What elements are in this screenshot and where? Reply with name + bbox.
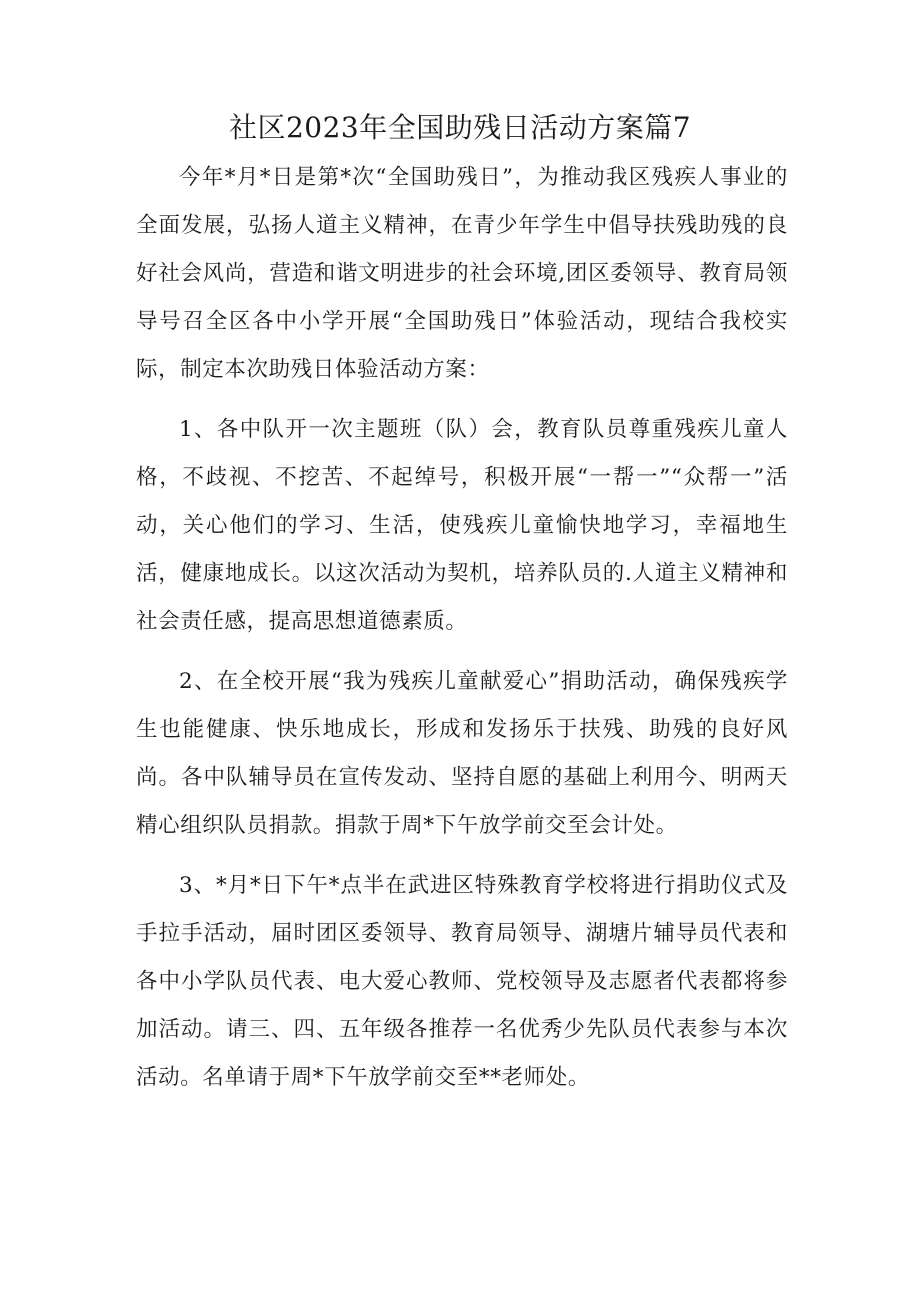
paragraph-item-1: 1、各中队开一次主题班（队）会，教育队员尊重残疾儿童人格，不歧视、不挖苦、不起绰号，积极开展“一帮一”“众帮一”活动，关心他们的学习、生活，使残疾儿童愉快地学习，幸福地生活，健康地成长。以这次活动为契机，培养队员的.人道主义精神和社会责任感，提高思想道德素质。 — [136, 417, 788, 634]
document-body — [136, 154, 788, 1114]
paragraph-item-2: 2、在全校开展“我为残疾儿童献爱心”捐助活动，确保残疾学生也能健康、快乐地成长，形成和发扬乐于扶残、助残的良好风尚。各中队辅导员在宣传发动、坚持自愿的基础上利用今、明两天精心组织队员捐款。捐款于周*下午放学前交至会计处。 — [136, 669, 788, 838]
document-title: 社区2023年全国助残日活动方案篇7 — [228, 111, 692, 144]
paragraph-intro: 今年*月*日是第*次“全国助残日”，为推动我区残疾人事业的全面发展，弘扬人道主义精神，在青少年学生中倡导扶残助残的良好社会风尚，营造和谐文明进步的社会环境,团区委领导、教育局领导号召全区各中小学开展“全国助残日”体验活动，现结合我校实际，制定本次助残日体验活动方案： — [136, 165, 788, 382]
paragraph-item-3: 3、*月*日下午*点半在武进区特殊教育学校将进行捐助仪式及手拉手活动，届时团区委领导、教育局领导、湖塘片辅导员代表和各中小学队员代表、电大爱心教师、党校领导及志愿者代表都将参加活动。请三、四、五年级各推荐一名优秀少先队员代表参与本次活动。名单请于周*下午放学前交至**老师处。 — [136, 873, 788, 1090]
